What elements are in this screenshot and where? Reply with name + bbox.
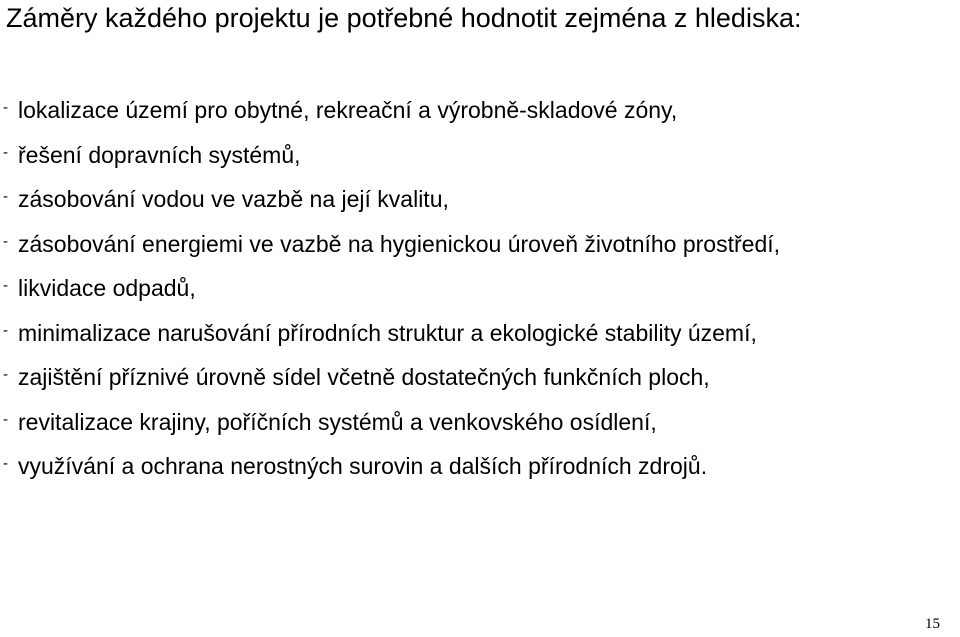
slide-title: Záměry každého projektu je potřebné hodnotit zejména z hlediska: <box>6 3 802 33</box>
list-item <box>3 355 780 400</box>
list-item <box>3 133 780 178</box>
list-item <box>3 311 780 356</box>
dash-bullet-icon: - <box>3 321 8 339</box>
list-item-text: lokalizace území pro obytné, rekreační a výrobně-skladové zóny, <box>18 97 678 123</box>
dash-bullet-icon: - <box>3 143 8 161</box>
list-item <box>3 222 780 267</box>
list-item <box>3 400 780 445</box>
dash-bullet-icon: - <box>3 99 8 116</box>
dash-bullet-icon: - <box>3 366 8 383</box>
list-item <box>3 444 780 489</box>
list-item-text: využívání a ochrana nerostných surovin a dalších přírodních zdrojů. <box>18 453 708 479</box>
dash-bullet-icon: - <box>3 188 8 205</box>
list-item-text: zásobování energiemi ve vazbě na hygienickou úroveň životního prostředí, <box>18 230 781 257</box>
list-item-text: řešení dopravních systémů, <box>18 141 301 168</box>
list-item-text: minimalizace narušování přírodních struktur a ekologické stability území, <box>18 319 757 346</box>
list-item <box>3 88 780 133</box>
list-item <box>3 177 780 222</box>
dash-bullet-icon: - <box>3 232 8 250</box>
dash-bullet-icon: - <box>3 277 8 294</box>
page-number: 15 <box>925 616 940 632</box>
dash-bullet-icon: - <box>3 410 8 428</box>
list-item-text: zásobování vodou ve vazbě na její kvalitu, <box>18 186 449 212</box>
list-item-text: likvidace odpadů, <box>18 275 196 301</box>
bullet-list <box>3 88 780 489</box>
list-item <box>3 266 780 311</box>
list-item-text: revitalizace krajiny, poříčních systémů a venkovského osídlení, <box>18 408 657 435</box>
dash-bullet-icon: - <box>3 455 8 472</box>
list-item-text: zajištění příznivé úrovně sídel včetně dostatečných funkčních ploch, <box>18 364 710 390</box>
